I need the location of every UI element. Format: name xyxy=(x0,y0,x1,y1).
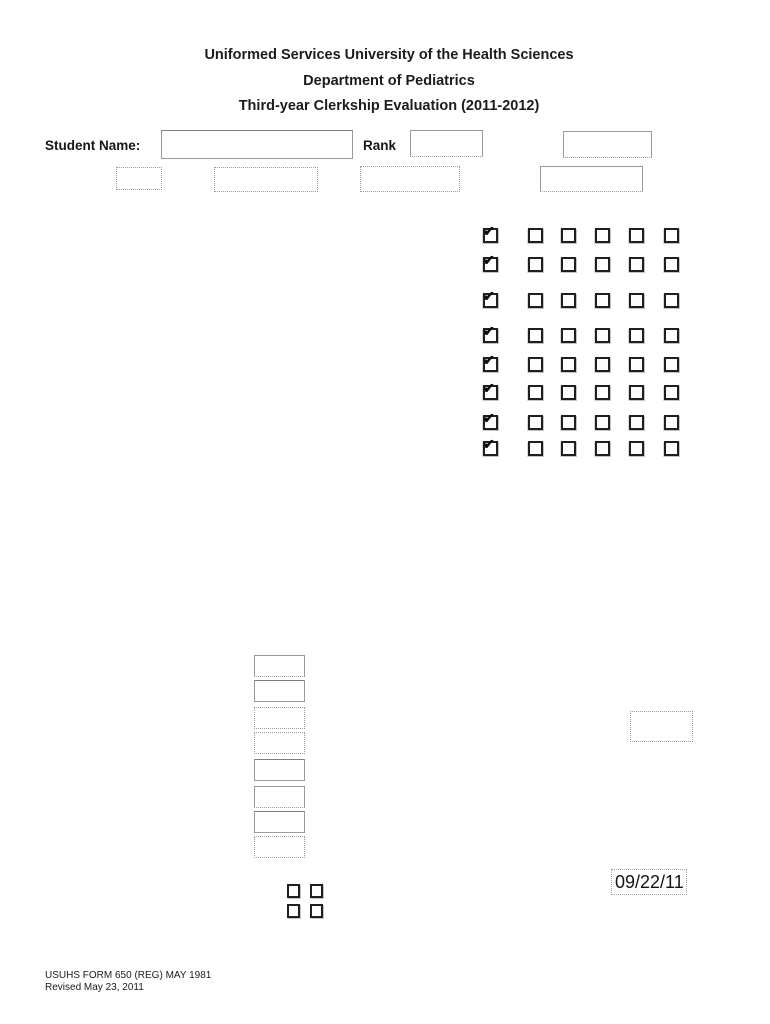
grid-checkbox-r4-c4[interactable] xyxy=(595,328,610,343)
grid-checkbox-r5-c5[interactable] xyxy=(629,357,644,372)
grid-checkbox-r1-c3[interactable] xyxy=(561,228,576,243)
middle-field-8[interactable] xyxy=(254,836,305,858)
grid-checkbox-r7-c3[interactable] xyxy=(561,415,576,430)
grid-checkbox-r8-c4[interactable] xyxy=(595,441,610,456)
grid-checkbox-r6-c5[interactable] xyxy=(629,385,644,400)
grid-checkbox-r8-c3[interactable] xyxy=(561,441,576,456)
grid-checkbox-r1-c1[interactable] xyxy=(483,228,498,243)
grid-checkbox-r6-c1[interactable] xyxy=(483,385,498,400)
grid-checkbox-r5-c3[interactable] xyxy=(561,357,576,372)
grid-checkbox-r7-c5[interactable] xyxy=(629,415,644,430)
row2-field-4[interactable] xyxy=(540,166,643,192)
middle-field-4[interactable] xyxy=(254,732,305,754)
middle-field-1[interactable] xyxy=(254,655,305,677)
page-title: Uniformed Services University of the Health Sciences xyxy=(204,47,574,63)
grid-checkbox-r5-c4[interactable] xyxy=(595,357,610,372)
grid-checkbox-r3-c1[interactable] xyxy=(483,293,498,308)
grid-checkbox-r6-c6[interactable] xyxy=(664,385,679,400)
right-lone-field[interactable] xyxy=(630,711,693,742)
grid-checkbox-r7-c4[interactable] xyxy=(595,415,610,430)
grid-checkbox-r5-c6[interactable] xyxy=(664,357,679,372)
student-name-field[interactable] xyxy=(161,130,353,159)
student-name-label: Student Name: xyxy=(45,138,141,153)
grid-checkbox-r1-c6[interactable] xyxy=(664,228,679,243)
page-subtitle-evaluation: Third-year Clerkship Evaluation (2011-2012) xyxy=(238,98,540,114)
grid-checkbox-r2-c4[interactable] xyxy=(595,257,610,272)
middle-field-2[interactable] xyxy=(254,680,305,702)
middle-field-7[interactable] xyxy=(254,811,305,833)
rank-label: Rank xyxy=(363,138,397,153)
row2-field-3[interactable] xyxy=(360,166,460,192)
grid-checkbox-r4-c3[interactable] xyxy=(561,328,576,343)
grid-checkbox-r2-c6[interactable] xyxy=(664,257,679,272)
rank-field[interactable] xyxy=(410,130,483,157)
top-right-field[interactable] xyxy=(563,131,652,158)
grid-checkbox-r7-c1[interactable] xyxy=(483,415,498,430)
grid-checkbox-r1-c2[interactable] xyxy=(528,228,543,243)
small-checkbox-3[interactable] xyxy=(287,904,300,918)
middle-field-5[interactable] xyxy=(254,759,305,781)
grid-checkbox-r3-c3[interactable] xyxy=(561,293,576,308)
grid-checkbox-r6-c2[interactable] xyxy=(528,385,543,400)
grid-checkbox-r3-c2[interactable] xyxy=(528,293,543,308)
grid-checkbox-r4-c1[interactable] xyxy=(483,328,498,343)
small-checkbox-1[interactable] xyxy=(287,884,300,898)
grid-checkbox-r6-c3[interactable] xyxy=(561,385,576,400)
grid-checkbox-r3-c4[interactable] xyxy=(595,293,610,308)
small-checkbox-4[interactable] xyxy=(310,904,323,918)
row2-field-1[interactable] xyxy=(116,167,162,190)
grid-checkbox-r5-c2[interactable] xyxy=(528,357,543,372)
grid-checkbox-r2-c5[interactable] xyxy=(629,257,644,272)
grid-checkbox-r3-c6[interactable] xyxy=(664,293,679,308)
grid-checkbox-r4-c6[interactable] xyxy=(664,328,679,343)
grid-checkbox-r7-c6[interactable] xyxy=(664,415,679,430)
grid-checkbox-r8-c6[interactable] xyxy=(664,441,679,456)
grid-checkbox-r7-c2[interactable] xyxy=(528,415,543,430)
grid-checkbox-r2-c1[interactable] xyxy=(483,257,498,272)
grid-checkbox-r1-c5[interactable] xyxy=(629,228,644,243)
date-field[interactable]: 09/22/11 xyxy=(611,869,687,895)
grid-checkbox-r4-c5[interactable] xyxy=(629,328,644,343)
small-checkbox-2[interactable] xyxy=(310,884,323,898)
grid-checkbox-r1-c4[interactable] xyxy=(595,228,610,243)
middle-field-3[interactable] xyxy=(254,707,305,729)
grid-checkbox-r4-c2[interactable] xyxy=(528,328,543,343)
grid-checkbox-r6-c4[interactable] xyxy=(595,385,610,400)
row2-field-2[interactable] xyxy=(214,167,318,192)
grid-checkbox-r8-c5[interactable] xyxy=(629,441,644,456)
grid-checkbox-r5-c1[interactable] xyxy=(483,357,498,372)
middle-field-6[interactable] xyxy=(254,786,305,808)
form-number-line: USUHS FORM 650 (REG) MAY 1981 xyxy=(45,970,212,981)
page-subtitle-department: Department of Pediatrics xyxy=(303,73,475,89)
form-revised-line: Revised May 23, 2011 xyxy=(45,982,144,993)
grid-checkbox-r8-c1[interactable] xyxy=(483,441,498,456)
grid-checkbox-r8-c2[interactable] xyxy=(528,441,543,456)
grid-checkbox-r3-c5[interactable] xyxy=(629,293,644,308)
grid-checkbox-r2-c2[interactable] xyxy=(528,257,543,272)
grid-checkbox-r2-c3[interactable] xyxy=(561,257,576,272)
